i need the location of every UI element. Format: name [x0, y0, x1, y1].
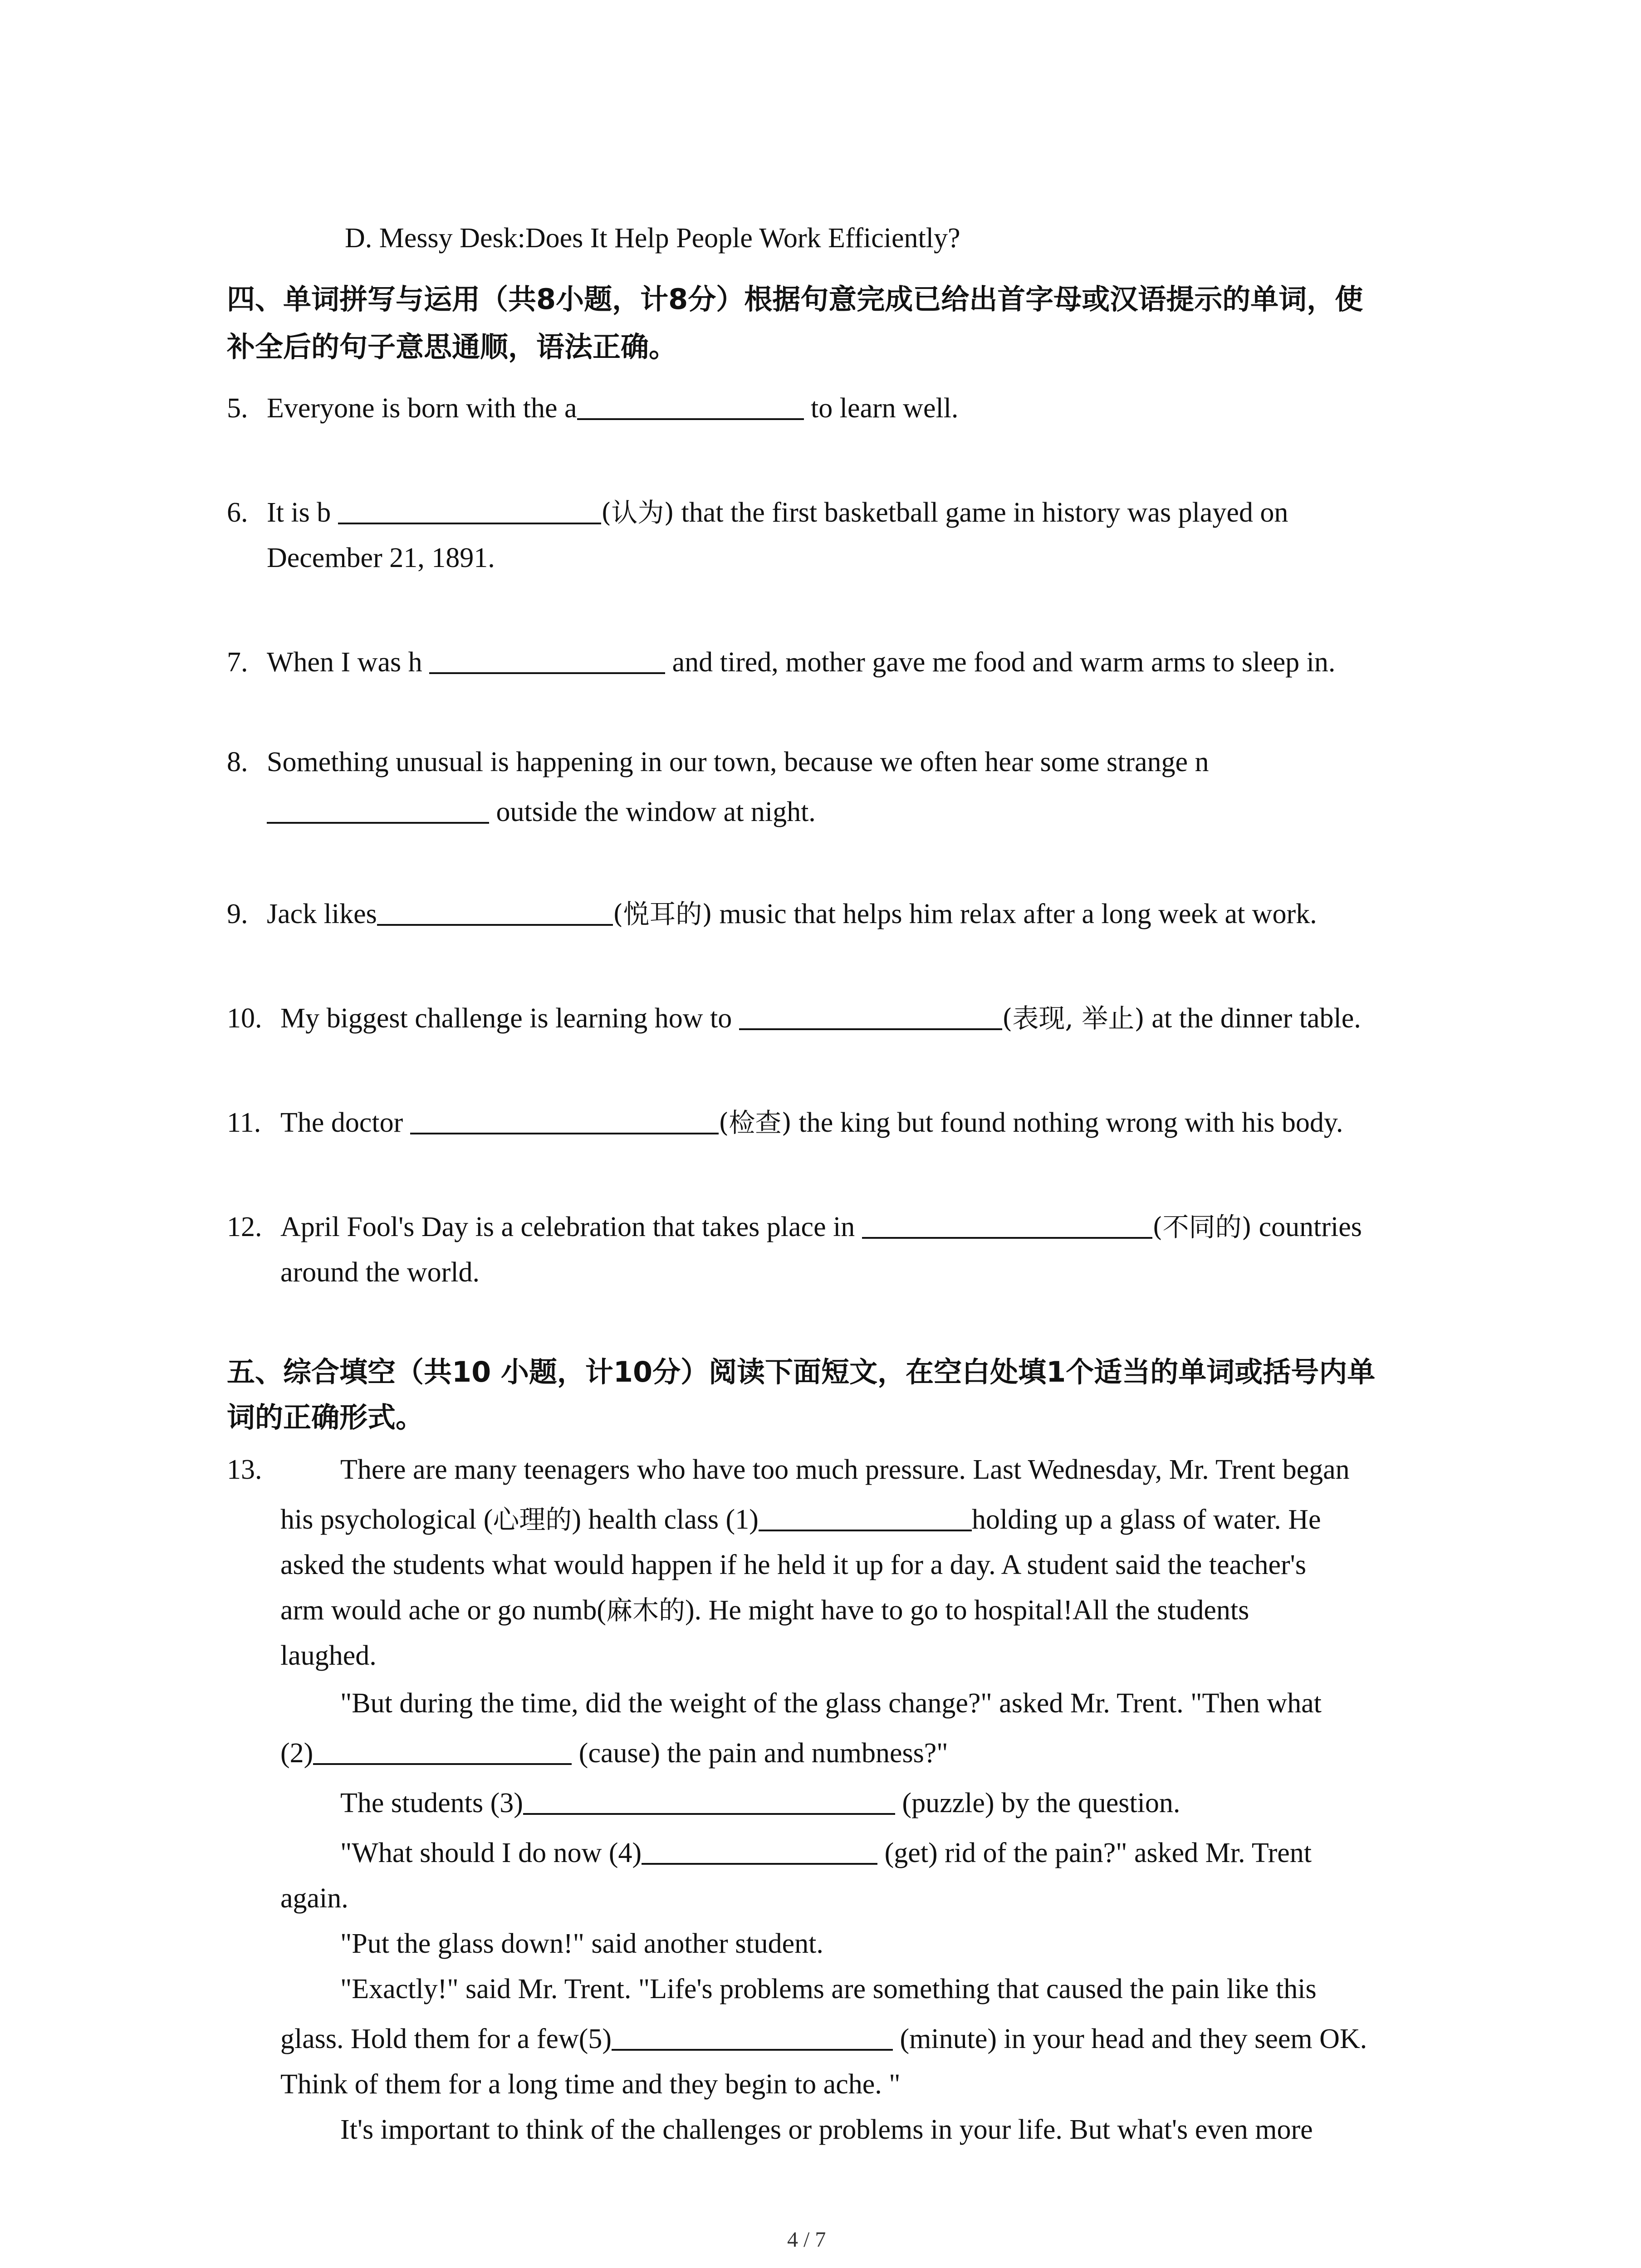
q13-line12: "Exactly!" said Mr. Trent. "Life's problems are something that caused the pain like this	[340, 1974, 1317, 2004]
q5-text-a: Everyone is born with the a	[267, 393, 577, 424]
q13-blank-4[interactable]	[642, 1835, 877, 1865]
q8-text-b: outside the window at night.	[496, 797, 816, 827]
q11-text-a: The doctor	[280, 1107, 403, 1138]
q7-text-a: When I was h	[267, 647, 422, 678]
q8-line2	[267, 794, 816, 830]
q13-blank-5[interactable]	[612, 2021, 893, 2051]
q12-number: 12.	[227, 1212, 262, 1242]
q13-l2-b: ) health class (1)	[572, 1504, 759, 1535]
q10-hint: (表现, 举止)	[1002, 1003, 1145, 1034]
q13-line9	[340, 1835, 1312, 1871]
q7-blank[interactable]	[429, 644, 665, 674]
q13-l4-b: ). He might have to go to hospital!All the students	[685, 1595, 1249, 1626]
q13-line8	[340, 1785, 1180, 1821]
q13-l8-b: (puzzle) by the question.	[895, 1788, 1181, 1818]
q10-line	[280, 1000, 1361, 1036]
q13-l2-a: his psychological (	[280, 1504, 493, 1535]
q10-text-a: My biggest challenge is learning how to	[280, 1003, 732, 1034]
q5-number: 5.	[227, 393, 248, 424]
q13-line13	[280, 2021, 1367, 2057]
q12-line	[280, 1209, 1362, 1245]
q13-number: 13.	[227, 1454, 262, 1485]
q12-blank[interactable]	[862, 1209, 1152, 1239]
section4-heading-line1: 四、单词拼写与运用（共8小题，计8分）根据句意完成已给出首字母或汉语提示的单词，使	[227, 283, 1363, 316]
q9-line	[267, 896, 1317, 932]
q13-l13-b: (minute) in your head and they seem OK.	[893, 2024, 1367, 2054]
q9-hint: (悦耳的)	[612, 899, 713, 929]
q13-l8-a: The students (3)	[340, 1788, 523, 1818]
q13-line3: asked the students what would happen if he held it up for a day. A student said the teacher's	[280, 1549, 1306, 1580]
q5-line	[267, 390, 958, 426]
q11-blank[interactable]	[410, 1105, 719, 1134]
q5-text-b: to learn well.	[811, 393, 959, 424]
q10-number: 10.	[227, 1003, 262, 1034]
q13-l2-cn: 心理的	[493, 1504, 572, 1535]
section4-heading-line2: 补全后的句子意思通顺，语法正确。	[227, 330, 677, 363]
q11-line	[280, 1105, 1343, 1141]
q13-l7-a: (2)	[280, 1738, 314, 1769]
q13-line11: "Put the glass down!" said another student.	[340, 1928, 823, 1959]
q6-blank[interactable]	[338, 494, 601, 524]
q12-line2: around the world.	[280, 1257, 480, 1288]
option-d: D. Messy Desk:Does It Help People Work Efficiently?	[345, 223, 960, 254]
q12-hint: (不同的)	[1152, 1212, 1252, 1242]
page-number: 4 / 7	[787, 2228, 826, 2252]
q5-blank[interactable]	[577, 390, 804, 420]
q13-line14: Think of them for a long time and they begin to ache. "	[280, 2069, 901, 2100]
q10-blank[interactable]	[739, 1000, 1002, 1030]
q11-text-b: the king but found nothing wrong with his body.	[792, 1107, 1343, 1138]
q13-line15: It's important to think of the challenges or problems in your life. But what's even more	[340, 2114, 1313, 2145]
q13-l7-b: (cause) the pain and numbness?"	[572, 1738, 948, 1769]
q9-text-b: music that helps him relax after a long week at work.	[712, 899, 1317, 929]
q13-blank-1[interactable]	[759, 1501, 972, 1531]
q7-line	[267, 644, 1335, 680]
q9-blank[interactable]	[377, 896, 613, 926]
q13-line1: There are many teenagers who have too much pressure. Last Wednesday, Mr. Trent began	[340, 1454, 1350, 1485]
q8-blank[interactable]	[267, 794, 489, 824]
q6-text-b: that the first basketball game in history was played on	[674, 497, 1288, 528]
q13-line6: "But during the time, did the weight of the glass change?" asked Mr. Trent. "Then what	[340, 1688, 1322, 1719]
q9-text-a: Jack likes	[267, 899, 377, 929]
q6-line	[267, 494, 1288, 531]
q13-blank-3[interactable]	[523, 1785, 895, 1815]
section5-heading-line1: 五、综合填空（共10 小题，计10分）阅读下面短文，在空白处填1个适当的单词或括号内单	[227, 1355, 1376, 1388]
q12-text-a: April Fool's Day is a celebration that takes place in	[280, 1212, 855, 1242]
section5-heading-line2: 词的正确形式。	[227, 1401, 424, 1434]
q13-l4-cn: 麻木的	[606, 1595, 685, 1626]
q11-number: 11.	[227, 1107, 261, 1138]
q13-line10: again.	[280, 1883, 348, 1914]
q8-line1: Something unusual is happening in our town, because we often hear some strange n	[267, 747, 1209, 777]
q13-l9-b: (get) rid of the pain?" asked Mr. Trent	[877, 1838, 1312, 1868]
q13-line5: laughed.	[280, 1640, 377, 1671]
q13-line7	[280, 1735, 948, 1771]
q6-text-a: It is b	[267, 497, 331, 528]
q6-hint: (认为)	[601, 497, 674, 528]
q6-number: 6.	[227, 497, 248, 528]
q6-line2: December 21, 1891.	[267, 543, 495, 573]
q13-l4-a: arm would ache or go numb(	[280, 1595, 606, 1626]
q11-hint: (检查)	[718, 1107, 792, 1138]
q10-text-b: at the dinner table.	[1144, 1003, 1361, 1034]
q13-l13-a: glass. Hold them for a few(5)	[280, 2024, 612, 2054]
q8-number: 8.	[227, 747, 248, 777]
q13-line4	[280, 1592, 1249, 1628]
q7-number: 7.	[227, 647, 248, 678]
q9-number: 9.	[227, 899, 248, 929]
q7-text-b: and tired, mother gave me food and warm arms to sleep in.	[672, 647, 1336, 678]
q13-line2	[280, 1501, 1321, 1538]
q13-blank-2[interactable]	[313, 1735, 572, 1765]
q12-text-b: countries	[1252, 1212, 1362, 1242]
q13-l9-a: "What should I do now (4)	[340, 1838, 642, 1868]
q13-l2-c: holding up a glass of water. He	[971, 1504, 1321, 1535]
